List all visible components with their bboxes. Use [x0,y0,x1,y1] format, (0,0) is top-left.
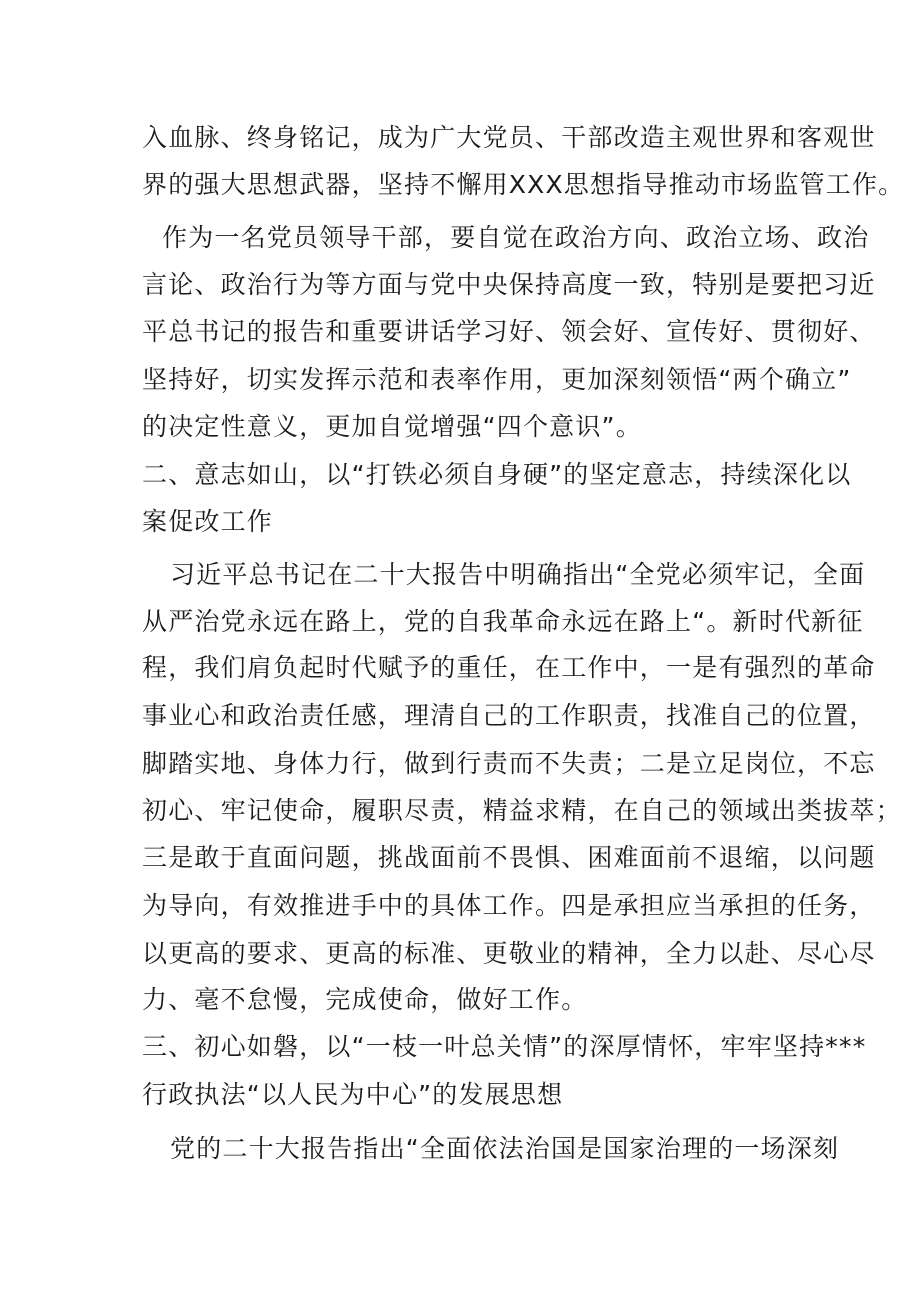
text-line: 言论、政治行为等方面与党中央保持高度一致，特别是要把习近 [142,270,876,299]
text-line: 力、毫不怠慢，完成使命，做好工作。 [142,985,588,1014]
paragraph-start: 习近平总书记在二十大报告中明确指出“全党必须牢记，全面 [170,560,866,589]
paragraph-start: 党的二十大报告指出“全面依法治国是国家治理的一场深刻 [170,1134,840,1163]
section-heading: 案促改工作 [142,507,274,536]
text-line: 初心、牢记使命，履职尽责，精益求精，在自己的领域出类拔萃； [142,796,902,825]
text-line: 入血脉、终身铭记，成为广大党员、干部改造主观世界和客观世 [142,123,876,152]
text-line: 程，我们肩负起时代赋予的重任，在工作中，一是有强烈的革命 [142,653,876,682]
text-line: 界的强大思想武器，坚持不懈用XXX思想指导推动市场监管工作。 [142,170,905,199]
section-heading: 三、初心如磐，以“一枝一叶总关情”的深厚情怀，牢牢坚持*** [142,1032,867,1061]
paragraph-start: 作为一名党员领导干部，要自觉在政治方向、政治立场、政治 [162,223,870,252]
text-line: 从严治党永远在路上，党的自我革命永远在路上“。新时代新征 [142,607,864,636]
text-line: 脚踏实地、身体力行，做到行责而不失责；二是立足岗位，不忘 [142,749,876,778]
text-line: 的决定性意义，更加自觉增强“四个意识”。 [142,412,642,441]
section-heading: 二、意志如山，以“打铁必须自身硬”的坚定意志，持续深化以 [142,460,852,489]
text-line: 三是敢于直面问题，挑战面前不畏惧、困难面前不退缩，以问题 [142,843,876,872]
text-line: 平总书记的报告和重要讲话学习好、领会好、宣传好、贯彻好、 [142,317,876,346]
text-line: 坚持好，切实发挥示范和表率作用，更加深刻领悟“两个确立” [142,365,852,394]
text-line: 以更高的要求、更高的标准、更敬业的精神，全力以赴、尽心尽 [142,939,876,968]
text-line: 事业心和政治责任感，理清自己的工作职责，找准自己的位置， [142,701,876,730]
text-line: 为导向，有效推进手中的具体工作。四是承担应当承担的任务， [142,891,876,920]
section-heading: 行政执法“以人民为中心”的发展思想 [142,1080,564,1109]
